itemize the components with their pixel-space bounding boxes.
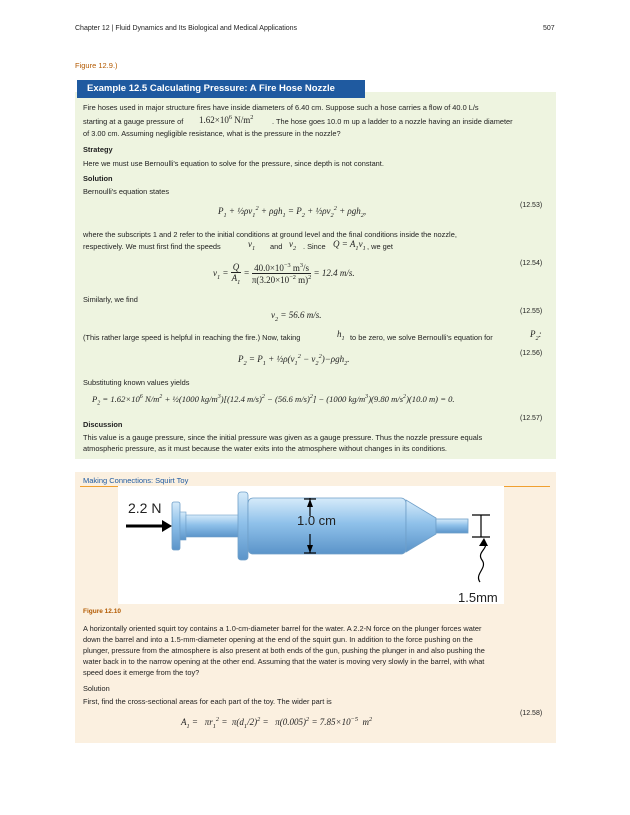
squirt-para-5: speed does it emerge from the toy? — [83, 668, 200, 677]
diameter-label: 1.0 cm — [297, 513, 337, 528]
equation-area: $A_1 = \pi r_1^2 = \pi(d_1/2)^2 = \pi(0.005)^2 = 7.85\times 10^{-5}$ $m^2$ — [181, 716, 373, 730]
equation-number-1255: (12.55) — [520, 308, 543, 315]
intro-line-3: of 3.00 cm. Assuming negligible resistance, what is the pressure in the nozzle? — [83, 129, 341, 138]
discussion-line-1: This value is a gauge pressure, since the initial pressure was given as a gauge pressure. Thus the nozzle pressure equals — [83, 433, 483, 442]
equation-v1: $v_1$ = $\frac{Q}{A_1}$ = $\frac{40.0\times 10^{-3} m^3/s}{\pi(3.20\times 10^{-2} m)^2}$ = 12.4 m/s. — [213, 262, 355, 286]
large-speed-b: to be zero, we solve Bernoulli's equation for — [350, 333, 493, 342]
solution-heading: Solution — [83, 174, 113, 183]
math-v1: $v_1$ — [248, 239, 256, 252]
strategy-text: Here we must use Bernoulli's equation to solve for the pressure, since depth is not constant. — [83, 159, 384, 168]
squirt-toy-figure — [118, 486, 504, 604]
where-line-1: where the subscripts 1 and 2 refer to the initial conditions at ground level and the final conditions inside the nozzle, — [83, 230, 457, 239]
math-q-equals: $Q = A_1v_1$ — [333, 239, 366, 252]
figure-caption: Figure 12.10 — [83, 608, 121, 615]
barrel-flange — [238, 492, 248, 560]
squirt-para-2: down the barrel and into a 1.5-mm-diameter opening at the end of the squirt gun. In addition to the force pushing on the — [83, 635, 473, 644]
equation-substituted: $P_2 = 1.62\times 10^6$ $N/m^2$ + ½(1000 $kg/m^3)[(12.4$ m/s)$^2$ − (56.6 m/s)$^2$] − (1000 $kg/m^3)(9.80$ $m/s^2)(10.0$ m) = 0. — [92, 394, 455, 407]
equation-number-1257: (12.57) — [520, 415, 543, 422]
equation-bernoulli: $P_1$ + $\frac{1}{2}\rho v_1^2 + \rho gh_1 = P_2$ + $\frac{1}{2}\rho v_2^2 + \rho gh_2$, — [218, 205, 367, 219]
discussion-line-2: atmospheric pressure, as it must because the water exits into the atmosphere without changes in its conditions. — [83, 444, 447, 453]
squirt-para-3: plunger, pressure from the atmosphere is also present at both ends of the gun, pushing the plunger in and also pushing the — [83, 646, 485, 655]
plunger-neck — [180, 512, 186, 540]
strategy-heading: Strategy — [83, 145, 113, 154]
running-header: Chapter 12 | Fluid Dynamics and Its Biological and Medical Applications — [75, 25, 298, 32]
math-v2: $v_2$ — [289, 239, 297, 252]
where-line-2d: , we get — [367, 242, 393, 251]
figure-reference: Figure 12.9.) — [75, 61, 118, 70]
plunger-cap — [172, 502, 180, 550]
connections-title: Making Connections: Squirt Toy — [83, 476, 189, 485]
where-line-2c: . Since — [303, 242, 326, 251]
equation-number-1253: (12.53) — [520, 202, 543, 209]
equation-v2: $v_2 = 56.6$ m/s. — [271, 310, 322, 323]
intro-line-2b: . The hose goes 10.0 m up a ladder to a nozzle having an inside diameter — [272, 117, 513, 126]
where-line-2a: respectively. We must first find the speeds — [83, 242, 221, 251]
equation-p2: $P_2 = P_1$ + $\frac{1}{2}\rho(v_1^2 - v_2^2)-\rho gh_2$. — [238, 353, 350, 367]
math-p2: $P_2$: — [530, 329, 542, 342]
bernoulli-intro: Bernoulli's equation states — [83, 187, 170, 196]
squirt-solution-text: First, find the cross-sectional areas for each part of the toy. The wider part is — [83, 697, 332, 706]
page-number: 507 — [543, 25, 555, 32]
squirt-para-1: A horizontally oriented squirt toy contains a 1.0-cm-diameter barrel for the water. A 2.2-N force on the plunger forces water — [83, 624, 482, 633]
large-speed-a: (This rather large speed is helpful in reaching the fire.) Now, taking — [83, 333, 301, 342]
example-title: Example 12.5 Calculating Pressure: A Fire Hose Nozzle — [77, 80, 365, 98]
opening-label: 1.5mm — [458, 590, 498, 605]
plunger-rod — [186, 515, 241, 537]
equation-number-1254: (12.54) — [520, 260, 543, 267]
squirt-solution-heading: Solution — [83, 684, 110, 693]
math-h1: $h_1$ — [337, 329, 345, 342]
squirt-para-4: water back in to the narrow opening at the other end. Assuming that the water is moving very slowly in the barrel, with what — [83, 657, 485, 666]
discussion-heading: Discussion — [83, 420, 123, 429]
similarly-text: Similarly, we find — [83, 295, 138, 304]
nozzle-tip — [436, 519, 468, 533]
intro-line-2a: starting at a gauge pressure of — [83, 117, 184, 126]
gauge-pressure-math: $1.62\times 10^6$ $N/m^2$ — [199, 114, 254, 125]
equation-number-1258: (12.58) — [520, 710, 543, 717]
where-line-2b: and — [270, 242, 283, 251]
intro-line-1: Fire hoses used in major structure fires have inside diameters of 6.40 cm. Suppose such a hose carries a flow of 40.0 L/s — [83, 103, 479, 112]
substituting-text: Substituting known values yields — [83, 378, 190, 387]
equation-number-1256: (12.56) — [520, 350, 543, 357]
force-label: 2.2 N — [128, 500, 162, 516]
